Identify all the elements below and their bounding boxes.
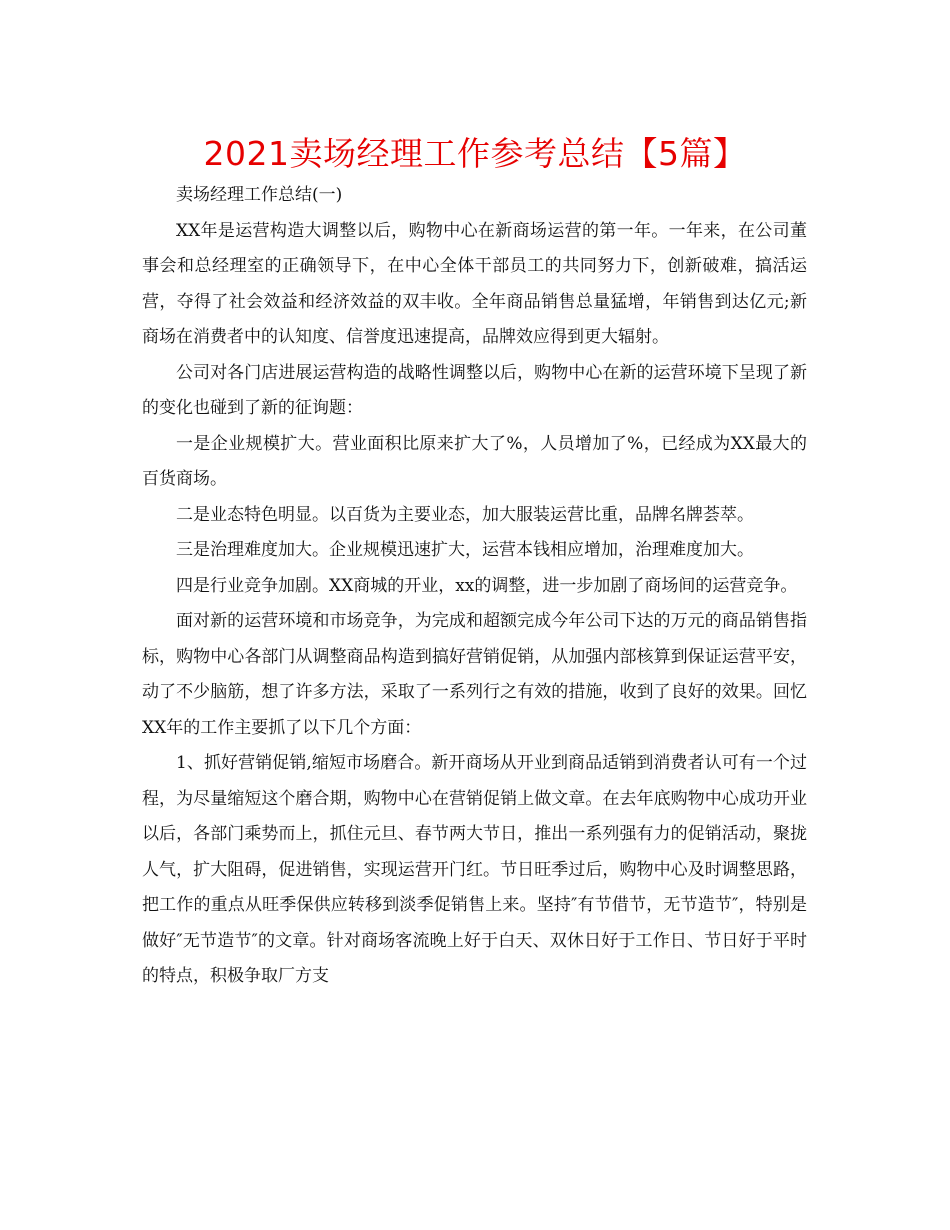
document-body	[142, 178, 807, 995]
paragraph: 二是业态特色明显。以百货为主要业态，加大服装运营比重，品牌名牌荟萃。	[176, 504, 754, 525]
paragraph: XX年是运营构造大调整以后，购物中心在新商场运营的第一年。一年来，在公司董事会和总经理室的正确领导下，在中心全体干部员工的共同努力下，创新破难，搞活运营，夺得了社会效益和经济效益的双丰收。全年商品销售总量猛增，年销售到达亿元;新商场在消费者中的认知度、信誉度迅速提高，品牌效应得到更大辐射。	[142, 220, 807, 347]
paragraph: 一是企业规模扩大。营业面积比原来扩大了%，人员增加了%，已经成为XX最大的百货商场。	[142, 433, 807, 489]
section-heading: 卖场经理工作总结(一)	[176, 185, 343, 205]
paragraph: 四是行业竞争加剧。XX商城的开业，xx的调整，进一步加剧了商场间的运营竞争。	[176, 575, 798, 596]
document-title: 2021卖场经理工作参考总结【5篇】	[203, 134, 747, 173]
paragraph: 面对新的运营环境和市场竞争，为完成和超额完成今年公司下达的万元的商品销售指标，购物中心各部门从调整商品构造到搞好营销促销，从加强内部核算到保证运营平安，动了不少脑筋，想了许多方法，采取了一系列行之有效的措施，收到了良好的效果。回忆XX年的工作主要抓了以下几个方面：	[142, 611, 807, 738]
paragraph: 公司对各门店进展运营构造的战略性调整以后，购物中心在新的运营环境下呈现了新的变化也碰到了新的征询题：	[142, 362, 807, 418]
paragraph: 1、抓好营销促销,缩短市场磨合。新开商场从开业到商品适销到消费者认可有一个过程，为尽量缩短这个磨合期，购物中心在营销促销上做文章。在去年底购物中心成功开业以后，各部门乘势而上，抓住元旦、春节两大节日，推出一系列强有力的促销活动，聚拢人气，扩大阻碍，促进销售，实现运营开门红。节日旺季过后，购物中心及时调整思路，把工作的重点从旺季保供应转移到淡季促销售上来。坚持″有节借节，无节造节″，特别是做好″无节造节″的文章。针对商场客流晚上好于白天、双休日好于工作日、节日好于平时的特点，积极争取厂方支	[142, 753, 807, 986]
paragraph: 三是治理难度加大。企业规模迅速扩大，运营本钱相应增加，治理难度加大。	[176, 540, 754, 560]
